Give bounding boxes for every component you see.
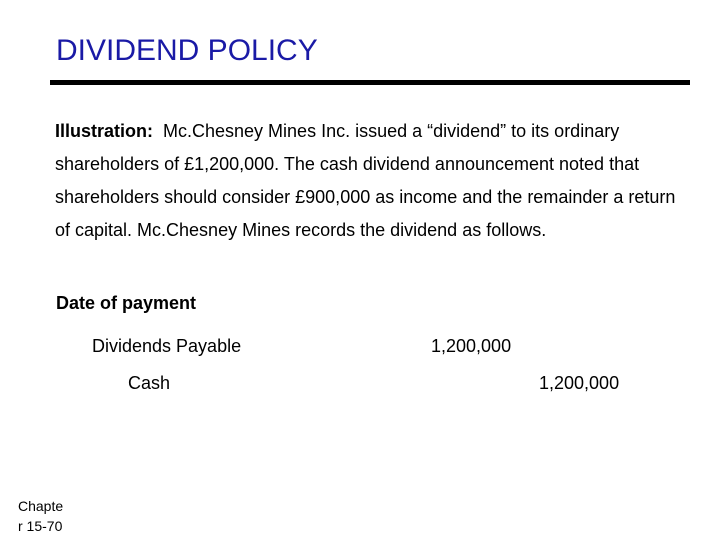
journal-heading: Date of payment [56,293,197,313]
debit-amount: 1,200,000 [431,336,512,356]
credit-amount: 1,200,000 [539,373,620,393]
chapter-footer [18,496,78,536]
chapter-footer-line-1: Chapte [18,498,64,514]
slide-title: DIVIDEND POLICY [56,34,318,67]
title-divider [50,80,690,85]
illustration-paragraph [55,115,695,247]
illustration-lead: Illustration: [55,121,153,141]
illustration-text: Mc.Chesney Mines Inc. issued a “dividend” to its ordinary shareholders of £1,200,000. The cash dividend announcement noted that shareholders should consider £900,000 as income and the remainder a return of capital. Mc.Chesney Mines records the dividend as follows. [55,121,676,240]
credit-account: Cash [128,373,171,393]
debit-account: Dividends Payable [92,336,242,356]
chapter-footer-line-2: r 15-70 [18,518,63,534]
